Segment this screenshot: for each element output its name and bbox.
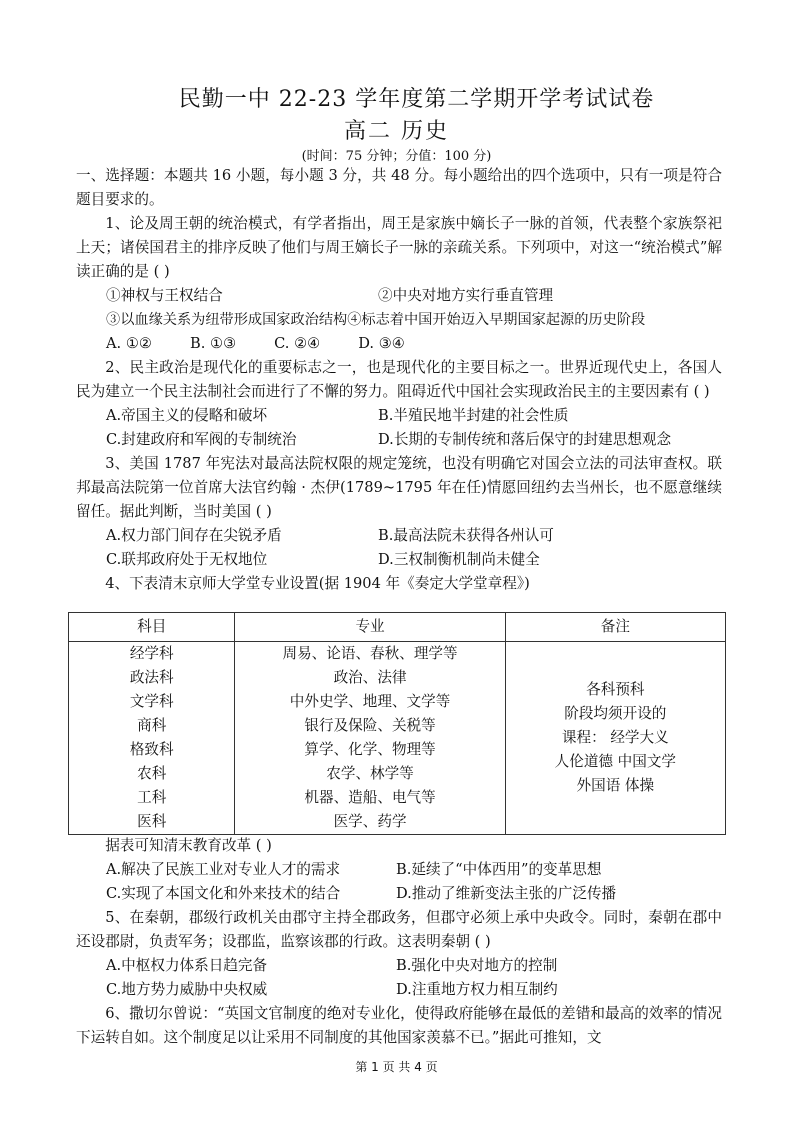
q1-items-row-2 [76, 308, 722, 332]
q2-options-row-2 [76, 428, 722, 452]
q1-item-1: ①神权与王权结合 [106, 287, 223, 304]
q3-option-d: D.三权制衡机制尚未健全 [378, 551, 540, 568]
table-cell-major: 农学、林学等 [326, 765, 414, 782]
q2-options-row-1 [76, 404, 722, 428]
exam-subtitle: 高二 历史 [344, 119, 449, 144]
q1-option-d: D. ③④ [358, 335, 405, 352]
university-subjects-table [68, 612, 726, 835]
note-line: 外国语 体操 [576, 777, 655, 794]
q5-options-row-1 [76, 954, 722, 978]
q3-options-row-1 [76, 524, 722, 548]
q2-option-b: B.半殖民地半封建的社会性质 [378, 407, 569, 424]
note-column [505, 642, 725, 835]
table-cell-major: 周易、论语、春秋、理学等 [282, 645, 458, 662]
table-cell-subject: 农科 [137, 765, 167, 782]
q4-options-row-1 [76, 858, 722, 882]
q3-option-b: B.最高法院未获得各州认可 [378, 527, 554, 544]
q3-option-c: C.联邦政府处于无权地位 [106, 551, 268, 568]
table-cell-major: 算学、化学、物理等 [304, 741, 436, 758]
q2-option-a: A.帝国主义的侵略和破坏 [106, 407, 268, 424]
table-cell-subject: 政法科 [129, 669, 174, 686]
table-cell-major: 医学、药学 [333, 813, 407, 830]
q1-option-b: B. ①③ [189, 335, 237, 352]
table-cell-major: 机器、造船、电气等 [304, 789, 436, 806]
q1-stem: 1、论及周王朝的统治模式，有学者指出，周王是家族中嫡长子一脉的首领，代表整个家族祭祀上天；诸侯国君主的排序反映了他们与周王嫡长子一脉的亲疏关系。下列项中，对这一“统治模式”解读正确的是 ( ) [76, 215, 722, 280]
q4-option-c: C.实现了本国文化和外来技术的结合 [106, 885, 341, 902]
q1-option-c: C. ②④ [274, 335, 321, 352]
q4-stem: 4、下表清末京师大学堂专业设置(据 1904 年《奏定大学堂章程》) [105, 575, 530, 592]
q3-options-row-2 [76, 548, 722, 572]
exam-title: 民勤一中 22-23 学年度第二学期开学考试试卷 [178, 87, 655, 112]
q5-options-row-2 [76, 978, 722, 1002]
major-column [235, 642, 505, 835]
q6-stem: 6、撒切尔曾说：“英国文官制度的绝对专业化，使得政府能够在最低的差错和最高的效率的情况下运转自如。这个制度足以让采用不同制度的其他国家羡慕不已。”据此可推知，文 [76, 1005, 722, 1046]
q1-item-4: ④标志着中国开始迈入早期国家起源的历史阶段 [347, 312, 646, 328]
q1-items-row-1 [76, 284, 722, 308]
q1-option-a: A. ①② [106, 335, 152, 352]
table-cell-subject: 商科 [137, 717, 167, 734]
q1-item-2: ②中央对地方实行垂直管理 [378, 287, 554, 304]
q5-option-a: A.中枢权力体系日趋完备 [106, 957, 268, 974]
q5-option-b: B.强化中央对地方的控制 [396, 957, 558, 974]
table-cell-major: 银行及保险、关税等 [304, 717, 436, 734]
q4-options-row-2 [76, 882, 722, 906]
table-body-row [69, 642, 726, 835]
table-header-note: 备注 [505, 613, 725, 642]
table-cell-subject: 经学科 [129, 645, 174, 662]
table-cell-major: 中外史学、地理、文学等 [289, 693, 451, 710]
q4-option-d: D.推动了维新变法主张的广泛传播 [396, 885, 617, 902]
table-header-major: 专业 [235, 613, 505, 642]
q5-stem: 5、在秦朝，郡级行政机关由郡守主持全郡政务，但郡守必须上承中央政令。同时，秦朝在郡中还设郡尉，负责军务；设郡监，监察该郡的行政。这表明秦朝 ( ) [76, 909, 722, 950]
questions-part-2 [76, 834, 722, 1050]
q5-option-d: D.注重地方权力相互制约 [396, 981, 558, 998]
section-intro: 一、选择题：本题共 16 小题，每小题 3 分，共 48 分。每小题给出的四个选项中，只有一项是符合题目要求的。 [76, 167, 722, 208]
q2-option-d: D.长期的专制传统和落后保守的封建思想观念 [378, 431, 672, 448]
q3-option-a: A.权力部门间存在尖锐矛盾 [106, 527, 282, 544]
q4-option-a: A.解决了民族工业对专业人才的需求 [106, 861, 341, 878]
q3-stem: 3、美国 1787 年宪法对最高法院权限的规定笼统，也没有明确它对国会立法的司法审查权。联邦最高法院第一位首席大法官约翰 · 杰伊(1789~1795 年在任)情愿回纽约去当州长，也不愿意继续留任。据此判断，当时美国 ( ) [76, 455, 722, 520]
subject-column [69, 642, 235, 835]
table-cell-subject: 文学科 [129, 693, 174, 710]
q4-option-b: B.延续了“中体西用”的变革思想 [396, 861, 602, 878]
table-cell-subject: 格致科 [129, 741, 174, 758]
note-line: 阶段均须开设的 [564, 705, 667, 722]
q1-options [76, 332, 722, 356]
note-line: 人伦道德 中国文学 [554, 753, 677, 770]
questions-part-1 [76, 164, 722, 596]
q2-stem: 2、民主政治是现代化的重要标志之一，也是现代化的主要目标之一。世界近现代史上，各国人民为建立一个民主法制社会而进行了不懈的努力。阻碍近代中国社会实现政治民主的主要因素有 ( ) [76, 359, 722, 400]
note-line: 课程： 经学大义 [561, 729, 669, 746]
time-info: (时间：75 分钟；分值：100 分) [301, 149, 492, 164]
table-cell-major: 政治、法律 [333, 669, 407, 686]
table-header-subject: 科目 [69, 613, 235, 642]
q4-question: 据表可知清末教育改革 ( ) [105, 837, 272, 854]
table-header-row [69, 613, 726, 642]
table-cell-subject: 医科 [137, 813, 167, 830]
q2-option-c: C.封建政府和军阀的专制统治 [106, 431, 297, 448]
note-line: 各科预科 [586, 681, 645, 698]
q1-item-3: ③以血缘关系为纽带形成国家政治结构 [106, 312, 348, 328]
q5-option-c: C.地方势力威胁中央权威 [106, 981, 268, 998]
page-number: 第 1 页 共 4 页 [355, 1060, 438, 1074]
table-cell-subject: 工科 [137, 789, 167, 806]
